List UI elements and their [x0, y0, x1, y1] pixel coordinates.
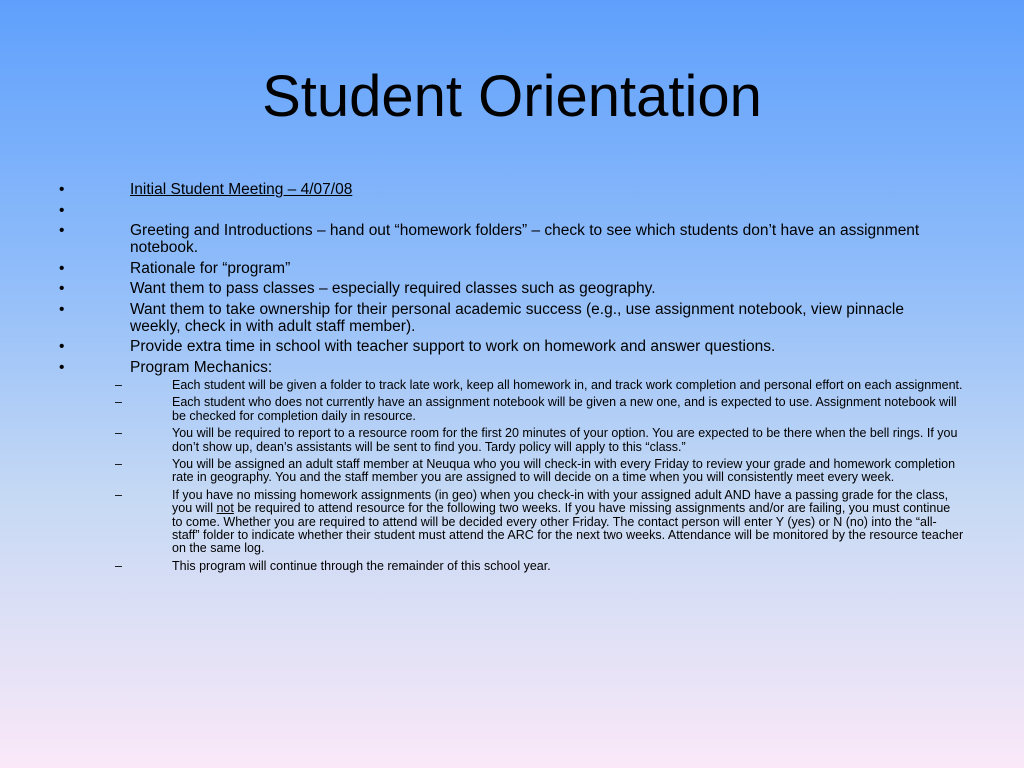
- dash-marker: –: [115, 457, 122, 472]
- sub-bullet-item: [0, 458, 1024, 485]
- bullet-item: [0, 359, 1024, 376]
- sub-bullet-item: [0, 427, 1024, 454]
- sub-bullet-text-after: be required to attend resource for the following two weeks. If you have missing assignments and/or are failing, you must continue to come. Whether you are required to attend will be decided every other Friday. The contact person will enter Y (yes) or N (no) into the “all-staff” folder to indicate whether their student must attend the ARC for the next two weeks. Attendance will be monitored by the resource teacher on the same log.: [172, 501, 964, 556]
- bullet-marker: •: [59, 201, 65, 219]
- bullet-item-empty: [0, 202, 1024, 219]
- dash-marker: –: [115, 378, 122, 392]
- sub-bullet-text: Each student will be given a folder to track late work, keep all homework in, and track work completion and personal effort on each assignment.: [172, 378, 963, 392]
- bullet-marker: •: [59, 181, 65, 198]
- bullet-marker: •: [59, 300, 65, 318]
- sub-bullet-item: [0, 489, 1024, 556]
- dash-marker: –: [115, 395, 122, 410]
- bullet-text: Greeting and Introductions – hand out “homework folders” – check to see which students don’t have an assignment notebook.: [130, 222, 920, 256]
- sub-bullet-item: [0, 379, 1024, 392]
- bullet-item: [0, 338, 1024, 355]
- bullet-text: Program Mechanics:: [130, 358, 273, 376]
- bullet-marker: •: [59, 222, 65, 239]
- dash-marker: –: [115, 426, 122, 441]
- bullet-text: Initial Student Meeting – 4/07/08: [130, 181, 353, 198]
- bullet-item: [0, 260, 1024, 277]
- bullet-text: Provide extra time in school with teacher support to work on homework and answer questions.: [130, 338, 776, 355]
- slide-title: Student Orientation: [262, 64, 762, 129]
- sub-bullet-item: [0, 560, 1024, 573]
- bullet-item: [0, 222, 1024, 256]
- bullet-item: [0, 301, 1024, 335]
- bullet-text: Rationale for “program”: [130, 259, 291, 277]
- bullet-marker: •: [59, 280, 65, 297]
- underlined-not: not: [216, 501, 234, 516]
- dash-marker: –: [115, 487, 122, 502]
- bullet-marker: •: [59, 338, 65, 355]
- bullet-item: [0, 280, 1024, 297]
- sub-bullet-item: [0, 396, 1024, 423]
- bullet-marker: •: [59, 259, 65, 277]
- sub-bullet-text: Each student who does not currently have an assignment notebook will be given a new one, and is expected to use. Assignment notebook will be checked for completion daily in resource.: [172, 395, 957, 423]
- dash-marker: –: [115, 558, 122, 573]
- bullet-text: Want them to pass classes – especially required classes such as geography.: [130, 280, 656, 297]
- bullet-text: Want them to take ownership for their personal academic success (e.g., use assignment notebook, view pinnacle weekly, check in with adult staff member).: [130, 300, 904, 335]
- bullet-item: [0, 181, 1024, 198]
- sub-bullet-text: This program will continue through the remainder of this school year.: [172, 558, 551, 573]
- sub-bullet-text: You will be assigned an adult staff member at Neuqua who you will check-in with every Friday to review your grade and homework completion rate in geography. You and the staff member you are assigned to will decide on a time when you will consistently meet every week.: [172, 457, 956, 485]
- bullet-marker: •: [59, 358, 65, 376]
- sub-bullet-text: You will be required to report to a resource room for the first 20 minutes of your option. You are expected to be there when the bell rings. If you don’t show up, dean’s assistants will be sent to find you. Tardy policy will apply to this “class.”: [172, 426, 958, 454]
- slide-body: [0, 181, 1024, 577]
- sub-bullet-text-before: If you have no missing homework assignments (in geo) when you check-in with your assigned adult AND have a passing grade for the class, you will: [172, 487, 949, 516]
- sub-bullet-text: [172, 488, 963, 556]
